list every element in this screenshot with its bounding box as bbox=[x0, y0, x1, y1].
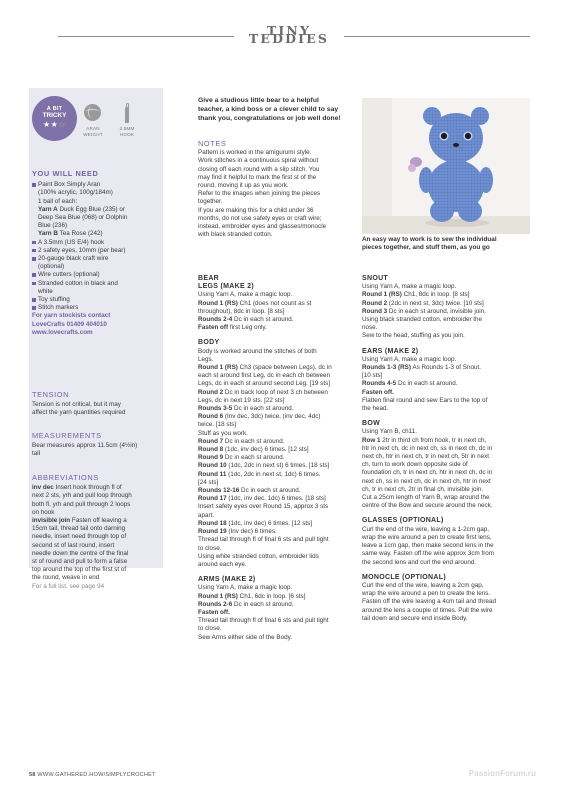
instruction-line bbox=[198, 634, 353, 642]
section-heading: EARS (MAKE 2) bbox=[362, 347, 419, 355]
instruction-text: Dc in each st around. bbox=[223, 437, 285, 445]
instruction-line bbox=[198, 479, 353, 487]
instruction-text: (Inv dec) 6 times. bbox=[226, 528, 277, 536]
instruction-text: Dc in each st around. bbox=[239, 487, 301, 495]
crochet-hook-icon bbox=[124, 103, 130, 123]
instruction-text: [24 sts] bbox=[198, 478, 219, 486]
instruction-text: around each eye. bbox=[198, 560, 247, 568]
instruction-text: ch, tr in next ch, 2tr in final ch, invisible join. bbox=[362, 485, 484, 493]
instruction-line bbox=[362, 582, 530, 590]
yarn-weight-line-2: WEIGHT bbox=[83, 132, 103, 137]
page-header bbox=[0, 24, 566, 50]
bullet-icon bbox=[32, 273, 36, 277]
instruction-line bbox=[362, 559, 530, 567]
instruction-line bbox=[198, 389, 353, 397]
abbreviations-section bbox=[32, 474, 160, 591]
instruction-text: throughout), 8dc in loop. [8 sts] bbox=[198, 307, 285, 315]
stockists-line-1: For yarn stockists contact bbox=[32, 312, 111, 320]
pattern-column-right bbox=[362, 275, 530, 623]
notes-line: closing off each round with a slip stitch. You bbox=[198, 165, 320, 173]
instruction-line bbox=[198, 348, 353, 356]
instruction-label: Fasten off. bbox=[198, 608, 230, 616]
notes-line: Pattern is worked in the amigurumi style. bbox=[198, 149, 312, 157]
instruction-text: [10 sts] bbox=[362, 372, 383, 380]
abbreviation-term: invisible join bbox=[32, 517, 71, 525]
instruction-label: Round 10 bbox=[198, 462, 227, 470]
instruction-text: the head. bbox=[362, 405, 389, 413]
instruction-line bbox=[198, 512, 353, 520]
instruction-line bbox=[362, 300, 530, 308]
abbreviation-definition: needle down the centre of the final bbox=[32, 549, 129, 557]
bear-photo bbox=[362, 98, 530, 234]
abbreviations-title: ABBREVIATIONS bbox=[32, 473, 99, 482]
instruction-line bbox=[198, 397, 353, 405]
instruction-label: Round 17 bbox=[198, 495, 227, 503]
instruction-line bbox=[198, 413, 353, 421]
instruction-line bbox=[198, 364, 353, 372]
instruction-text: Legs, dc in next 19 sts. [22 sts] bbox=[198, 396, 285, 404]
section-heading: SNOUT bbox=[362, 275, 388, 282]
instruction-text: tail down and secure end inside Body. bbox=[362, 614, 468, 622]
section-heading: BOW bbox=[362, 420, 381, 428]
instruction-line bbox=[198, 446, 353, 454]
instruction-line bbox=[362, 550, 530, 558]
notes-line: with black stranded cotton. bbox=[198, 231, 273, 239]
instruction-line bbox=[198, 300, 353, 308]
instruction-text: centre of the Bow and secure around the neck. bbox=[362, 502, 493, 510]
instruction-line bbox=[198, 625, 353, 633]
tension-text: Tension is not critical, but it may affect the yarn quantities required bbox=[32, 401, 126, 417]
instruction-text: Dc in each st around. bbox=[396, 380, 458, 388]
list-item: Yarn A Duck Egg Blue (235) or bbox=[38, 205, 125, 213]
instruction-text: wrap the wire around a pen to create the lens. bbox=[362, 590, 491, 598]
abbreviation-line bbox=[32, 509, 160, 517]
instruction-text: (1dc, inv dec, 1dc) 6 times. [18 sts] bbox=[226, 495, 326, 503]
bullet-icon bbox=[32, 183, 36, 187]
instruction-line bbox=[362, 598, 530, 606]
instruction-text: Ch1, 8dc in loop. [8 sts] bbox=[401, 291, 470, 299]
instruction-label: Rounds 1-3 (RS) bbox=[362, 364, 411, 372]
instruction-text: Curl the end of the wire, leaving a 2cm gap, bbox=[362, 581, 484, 589]
instruction-line bbox=[198, 430, 353, 438]
bullet-icon bbox=[32, 257, 36, 261]
bullet-icon bbox=[32, 282, 36, 286]
abbreviation-line bbox=[32, 566, 160, 574]
instruction-text: Thread tail through fl of final 6 sts and pull tight bbox=[198, 536, 329, 544]
instruction-text: Dc in each st around. bbox=[232, 405, 294, 413]
header-rule-right bbox=[344, 36, 530, 37]
instruction-line bbox=[362, 405, 530, 413]
instruction-line bbox=[362, 469, 530, 477]
instruction-line bbox=[198, 495, 353, 503]
notes-line: may find it helpful to mark the first st of the bbox=[198, 173, 317, 181]
instruction-line bbox=[362, 478, 530, 486]
instruction-line bbox=[198, 454, 353, 462]
list-item: A 3.5mm (US E/4) hook bbox=[32, 239, 160, 247]
section-gap bbox=[198, 332, 353, 339]
instruction-text: Flatten final round and sew Ears to the top of bbox=[362, 396, 488, 404]
instruction-text: nose. bbox=[362, 324, 378, 332]
instruction-line bbox=[198, 372, 353, 380]
instruction-line bbox=[198, 471, 353, 479]
list-item: white bbox=[38, 287, 53, 295]
abbreviation-line bbox=[32, 533, 160, 541]
instruction-label: Round 3 bbox=[362, 307, 388, 315]
instruction-text: Dc in back loop of next 3 ch between bbox=[223, 388, 328, 396]
section-heading: MONOCLE (OPTIONAL) bbox=[362, 573, 446, 581]
list-item: Yarn B Tea Rose (242) bbox=[38, 230, 103, 238]
instruction-text: around the lens a couple of times. Pull the wire bbox=[362, 606, 493, 614]
instruction-line bbox=[362, 526, 530, 534]
instruction-text: Ch1, 6dc in loop. [6 sts] bbox=[237, 592, 306, 600]
instruction-text: (1dc, 2dc in next st, 1dc) 6 times. bbox=[226, 470, 321, 478]
instruction-text: Dc in each st around. bbox=[223, 454, 285, 462]
skill-stars bbox=[32, 121, 77, 129]
instruction-line bbox=[362, 283, 530, 291]
instruction-label: Fasten off bbox=[198, 324, 229, 332]
abbreviation-definition: top around the top of the first st of bbox=[32, 566, 127, 574]
notes-line: months, do not use safety eyes or craft wire; bbox=[198, 214, 322, 222]
list-item: 20-gauge black craft wire bbox=[32, 255, 160, 263]
instruction-text: Using Yarn A, make a magic loop. bbox=[198, 584, 293, 592]
list-item: Paint Box Simply Aran bbox=[32, 181, 160, 189]
instruction-text: Sew Arms either side of the Body. bbox=[198, 633, 293, 641]
instruction-text: twice. [18 sts] bbox=[198, 421, 237, 429]
instruction-text: leave a 1cm gap, then make second lens in the bbox=[362, 542, 494, 550]
bullet-icon bbox=[32, 241, 36, 245]
instruction-line bbox=[362, 372, 530, 380]
instruction-line bbox=[362, 324, 530, 332]
section-gap bbox=[198, 569, 353, 576]
instruction-text: to close. bbox=[198, 544, 222, 552]
instruction-label: Fasten off. bbox=[362, 388, 394, 396]
instruction-line bbox=[362, 615, 530, 623]
abbreviation-definition: needle, insert need through top of bbox=[32, 533, 127, 541]
instruction-text: Dc in each st around. bbox=[232, 600, 294, 608]
instruction-text: wrap the wire around a pen to create first lens, bbox=[362, 533, 492, 541]
instruction-text: next ch, ss in next ch, dc in next ch, htr in next bbox=[362, 477, 491, 485]
notes-section bbox=[198, 140, 353, 239]
you-will-need-section bbox=[32, 170, 160, 337]
hook-size-label bbox=[114, 126, 140, 138]
instruction-label: Rounds 4-5 bbox=[362, 380, 397, 388]
instruction-text: Fasten off the wire leaving a 4cm tail and thread bbox=[362, 598, 496, 606]
instruction-line bbox=[362, 308, 530, 316]
abbreviation-definition: 15cm tail, thread tail onto darning bbox=[32, 525, 126, 533]
hook-size-line-1: 3.5MM bbox=[119, 126, 135, 131]
instruction-line bbox=[198, 405, 353, 413]
instruction-label: Rounds 12-16 bbox=[198, 487, 240, 495]
abbreviation-definition: Fasten off leaving a bbox=[70, 517, 127, 525]
instruction-line bbox=[362, 332, 530, 340]
notes-title: NOTES bbox=[198, 139, 227, 148]
instruction-line bbox=[198, 308, 353, 316]
footer-website[interactable]: WWW.GATHERED.HOW/SIMPLYCROCHET bbox=[37, 772, 156, 778]
instruction-line bbox=[362, 486, 530, 494]
abbreviation-line bbox=[32, 525, 160, 533]
page-footer bbox=[29, 771, 156, 779]
instruction-line bbox=[362, 453, 530, 461]
pattern-column-left bbox=[198, 275, 353, 642]
instruction-line bbox=[198, 291, 353, 299]
instruction-text: same way. Fasten off the wire approx 3cm from bbox=[362, 550, 495, 558]
instruction-line bbox=[198, 487, 353, 495]
instruction-text: each st around first Leg, dc in each ch between bbox=[198, 372, 330, 380]
instruction-line bbox=[198, 421, 353, 429]
instruction-line bbox=[198, 601, 353, 609]
notes-line: round, moving it up as you work. bbox=[198, 182, 289, 190]
instruction-line bbox=[198, 609, 353, 617]
section-heading: BODY bbox=[198, 339, 220, 347]
abbreviation-definition: next 2 sts, yrh and pull loop through bbox=[32, 492, 132, 500]
instruction-line bbox=[198, 462, 353, 470]
instruction-text: Dc in each st around, invisible join. bbox=[387, 307, 486, 315]
instruction-text: foundation ch, tr in next ch, htr in next ch, dc in bbox=[362, 469, 493, 477]
abbreviation-line bbox=[32, 550, 160, 558]
instruction-text: Stuff as you work. bbox=[198, 429, 248, 437]
instruction-line bbox=[198, 617, 353, 625]
instruction-text: to close. bbox=[198, 625, 222, 633]
instruction-label: Round 1 (RS) bbox=[198, 592, 238, 600]
measurements-title: MEASUREMENTS bbox=[32, 431, 102, 440]
page-number: 58 bbox=[29, 772, 36, 778]
abbreviation-definition: both fl, yrh and pull through 2 loops bbox=[32, 500, 131, 508]
instruction-label: Round 8 bbox=[198, 446, 224, 454]
list-item: (optional) bbox=[38, 263, 65, 271]
instruction-text: Dc in each st around. bbox=[232, 316, 294, 324]
abbreviation-line bbox=[32, 492, 160, 500]
abbreviation-definition: on hook bbox=[32, 508, 55, 516]
instruction-line bbox=[362, 356, 530, 364]
instruction-line bbox=[362, 316, 530, 324]
notes-line: together. bbox=[198, 198, 223, 206]
instruction-line bbox=[198, 545, 353, 553]
instruction-label: Round 2 bbox=[362, 299, 388, 307]
instruction-line bbox=[198, 593, 353, 601]
instruction-line bbox=[198, 324, 353, 332]
yarn-ball-icon bbox=[84, 104, 101, 121]
instruction-text: 2tr in third ch from hook, tr in next ch, bbox=[380, 436, 487, 444]
instruction-text: Sew to the head, stuffing as you join. bbox=[362, 332, 465, 340]
instruction-line bbox=[362, 607, 530, 615]
instruction-text: htr in next ch, dc in next ch, ss in next ch, dc in bbox=[362, 444, 493, 452]
instruction-label: Round 9 bbox=[198, 454, 224, 462]
bullet-icon bbox=[32, 298, 36, 302]
instruction-text: ch, turn to work down opposite side of bbox=[362, 461, 468, 469]
instruction-text: Using Yarn A, make a magic loop. bbox=[198, 291, 293, 299]
instruction-text: Insert safety eyes over Round 15, approx 3 sts bbox=[198, 503, 329, 511]
instruction-line bbox=[362, 534, 530, 542]
instruction-label: Round 19 bbox=[198, 528, 227, 536]
abbreviation-line bbox=[32, 484, 160, 492]
abbreviation-term: inv dec bbox=[32, 484, 54, 492]
skill-line-2: TRICKY bbox=[42, 112, 67, 119]
instruction-text: Using Yarn A, make a magic loop. bbox=[362, 283, 457, 291]
stars-empty: ☆ bbox=[58, 120, 66, 129]
instruction-line bbox=[362, 291, 530, 299]
section-heading: GLASSES (OPTIONAL) bbox=[362, 517, 444, 525]
instruction-text: next ch, htr in next ch, tr in next ch, 5tr in next bbox=[362, 453, 490, 461]
instruction-line bbox=[198, 584, 353, 592]
instruction-text: (Inv dec, 3dc) twice, (inv dec, 4dc) bbox=[223, 413, 321, 421]
abbreviations-list bbox=[32, 484, 160, 582]
instruction-line bbox=[198, 553, 353, 561]
abbreviation-definition: Insert hook through fl of bbox=[53, 484, 122, 492]
instruction-line bbox=[362, 502, 530, 510]
page-section-title: TINY TEDDIES bbox=[248, 23, 330, 47]
instruction-line bbox=[198, 316, 353, 324]
list-item: (100% acrylic, 100g/184m) bbox=[38, 189, 113, 197]
section-heading: LEGS (MAKE 2) bbox=[198, 283, 255, 291]
instruction-label: Round 6 bbox=[198, 413, 224, 421]
instruction-text: As Rounds 1-3 of Snout. bbox=[410, 364, 481, 372]
instruction-text: (1dc, inv dec) 6 times. [12 sts] bbox=[226, 519, 313, 527]
section-gap bbox=[362, 567, 530, 574]
section-gap bbox=[362, 510, 530, 517]
instruction-label: Round 1 (RS) bbox=[362, 291, 402, 299]
photo-caption: An easy way to work is to sew the individual pieces together, and stuff them, as you go bbox=[362, 236, 497, 251]
abbreviation-definition: the round, weave in end bbox=[32, 574, 100, 582]
instruction-text: first Leg only. bbox=[228, 324, 267, 332]
intro-text: Give a studious little bear to a helpful teacher, a kind boss or a clever child to say thank you, congratulations or job well done! bbox=[198, 97, 341, 122]
notes-text bbox=[198, 149, 353, 239]
instruction-line bbox=[198, 536, 353, 544]
you-will-need-title: YOU WILL NEED bbox=[32, 169, 99, 178]
measurements-text: Bear measures approx 11.5cm (4½in) tall bbox=[32, 442, 138, 458]
instruction-line bbox=[362, 461, 530, 469]
instruction-text: Using white stranded cotton, embroider lids bbox=[198, 552, 319, 560]
abbreviation-line bbox=[32, 574, 160, 582]
yarn-weight-line-1: ARAN bbox=[86, 126, 100, 131]
bullet-icon bbox=[32, 249, 36, 253]
hook-size-line-2: HOOK bbox=[119, 132, 135, 137]
notes-line: If you are making this for a child under 36 bbox=[198, 206, 314, 214]
list-item: Stranded cotton in black and bbox=[32, 280, 160, 288]
instruction-label: Row 1 bbox=[362, 436, 381, 444]
list-item: Stitch markers bbox=[32, 304, 160, 312]
section-gap bbox=[362, 341, 530, 348]
stars-filled: ★★ bbox=[42, 120, 59, 129]
instruction-text: Using Yarn B, ch11. bbox=[362, 428, 417, 436]
instruction-line bbox=[198, 520, 353, 528]
notes-line: instead, embroider eyes and glasses/monocle bbox=[198, 223, 327, 231]
instruction-line bbox=[362, 445, 530, 453]
section-heading: BEAR bbox=[198, 275, 220, 282]
instruction-line bbox=[362, 428, 530, 436]
instruction-label: Rounds 3-5 bbox=[198, 405, 233, 413]
instruction-text: Ch3 (space between Legs), dc in bbox=[237, 364, 332, 372]
measurements-section bbox=[32, 432, 160, 459]
abbreviation-line bbox=[32, 501, 160, 509]
list-item: 2 safety eyes, 10mm (per bear) bbox=[32, 247, 160, 255]
instruction-label: Round 18 bbox=[198, 519, 227, 527]
instruction-text: Legs, dc in each st around second Leg. [19 sts] bbox=[198, 380, 330, 388]
list-item: Wire cutters (optional) bbox=[32, 271, 160, 279]
abbreviation-definition: second st of last round, insert bbox=[32, 541, 115, 549]
notes-line: Refer to the images when joining the pieces bbox=[198, 190, 321, 198]
instruction-line bbox=[362, 542, 530, 550]
instruction-text: Curl the end of the wire, leaving a 1-2cm gap, bbox=[362, 525, 490, 533]
tension-section bbox=[32, 391, 160, 418]
list-item: Deep Sea Blue (068) or Dolphin bbox=[38, 214, 128, 222]
instruction-line bbox=[198, 380, 353, 388]
instruction-label: Round 7 bbox=[198, 437, 224, 445]
instruction-text: (1dc, 2dc in next st) 6 times. [18 sts] bbox=[226, 462, 330, 470]
instruction-line bbox=[198, 356, 353, 364]
instruction-line bbox=[362, 397, 530, 405]
instruction-line bbox=[362, 389, 530, 397]
watermark: PassionForum.ru bbox=[468, 769, 536, 778]
instruction-label: Rounds 2-4 bbox=[198, 316, 233, 324]
instruction-text: Using black stranded cotton, embroider the bbox=[362, 316, 483, 324]
notes-line: Work stitches in a continuous spiral without bbox=[198, 157, 319, 165]
instruction-text: Body is worked around the stitches of both bbox=[198, 347, 317, 355]
header-rule-left bbox=[58, 36, 234, 37]
tension-title: TENSION bbox=[32, 390, 70, 399]
instruction-text: Thread tail through fl of final 6 sts and pull tight bbox=[198, 617, 329, 625]
instruction-text: Using Yarn A, make a magic loop. bbox=[362, 355, 457, 363]
abbreviation-definition: st of round and pull to form a false bbox=[32, 558, 128, 566]
instruction-line bbox=[362, 380, 530, 388]
section-gap bbox=[362, 413, 530, 420]
section-heading: ARMS (MAKE 2) bbox=[198, 576, 256, 584]
instruction-text: Ch1 (does not count as st bbox=[237, 299, 312, 307]
instruction-label: Round 1 (RS) bbox=[198, 364, 238, 372]
instruction-text: apart. bbox=[198, 511, 215, 519]
instruction-text: (1dc, inv dec) 6 times. [12 sts] bbox=[223, 446, 309, 454]
instruction-line bbox=[362, 590, 530, 598]
bear-illustration bbox=[362, 98, 530, 234]
instruction-text: the second lens and curl the end around. bbox=[362, 558, 477, 566]
skill-line-1: A BIT bbox=[46, 106, 63, 112]
materials-list bbox=[32, 181, 160, 312]
list-item: Toy stuffing bbox=[32, 296, 160, 304]
instruction-line bbox=[362, 364, 530, 372]
abbreviations-more-link[interactable]: For a full list, see page 94 bbox=[32, 582, 105, 590]
instruction-line bbox=[362, 494, 530, 502]
skill-level-badge bbox=[32, 96, 77, 141]
instruction-label: Round 1 (RS) bbox=[198, 299, 238, 307]
instruction-label: Round 2 bbox=[198, 388, 224, 396]
bullet-icon bbox=[32, 306, 36, 310]
abbreviation-line bbox=[32, 542, 160, 550]
yarn-weight-label bbox=[80, 126, 106, 138]
instruction-line bbox=[362, 437, 530, 445]
list-item: Blue (236) bbox=[38, 222, 68, 230]
instruction-text: (2dc in next st, 3dc) twice. [10 sts] bbox=[387, 299, 484, 307]
instruction-line bbox=[198, 528, 353, 536]
instruction-text: Cut a 25cm length of Yarn B, wrap around the bbox=[362, 494, 490, 502]
abbreviation-line bbox=[32, 517, 160, 525]
instruction-label: Rounds 2-6 bbox=[198, 600, 233, 608]
stockists-website[interactable]: www.lovecrafts.com bbox=[32, 328, 93, 336]
instruction-line bbox=[198, 561, 353, 569]
instruction-text: Legs. bbox=[198, 355, 214, 363]
stockists-phone: LoveCrafts 01409 404010 bbox=[32, 320, 107, 328]
instruction-line bbox=[198, 438, 353, 446]
instruction-label: Round 11 bbox=[198, 470, 227, 478]
instruction-line bbox=[198, 503, 353, 511]
abbreviation-line bbox=[32, 558, 160, 566]
list-item: 1 ball of each: bbox=[38, 197, 78, 205]
